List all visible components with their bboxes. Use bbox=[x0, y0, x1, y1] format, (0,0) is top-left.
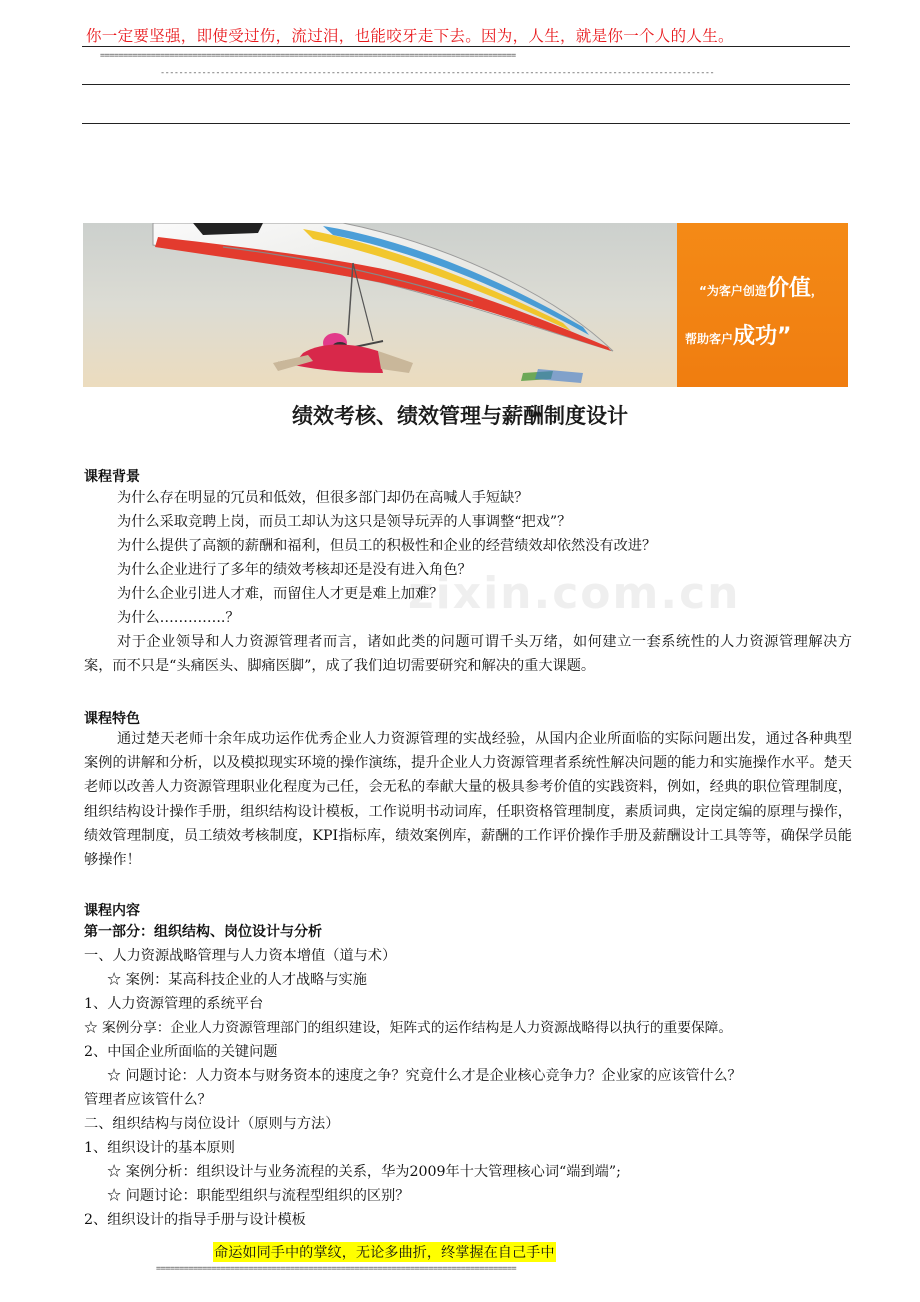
slogan-line-2-highlight: 成功 bbox=[733, 324, 778, 349]
content-case-line: ☆ 案例分析：组织设计与业务流程的关系，华为2009年十大管理核心词“端到端”; bbox=[107, 1164, 621, 1180]
background-line: 为什么采取竞聘上岗，而员工却认为这只是领导玩弄的人事调整“把戏”？ bbox=[117, 514, 572, 530]
slogan-line-1 bbox=[699, 271, 823, 302]
content-line: 2、组织设计的指导手册与设计模板 bbox=[84, 1212, 306, 1228]
background-line: 为什么企业进行了多年的绩效考核却还是没有进入角色？ bbox=[117, 562, 472, 578]
header-rule-top bbox=[82, 46, 850, 47]
slogan-line-2-prefix: 帮助客户 bbox=[685, 332, 734, 346]
content-line: 2、中国企业所面临的关键问题 bbox=[84, 1044, 278, 1060]
course-banner bbox=[83, 223, 848, 387]
slogan-line-2-suffix: ” bbox=[777, 324, 792, 349]
slogan-line-2 bbox=[685, 319, 792, 350]
content-line: 二、组织结构与岗位设计（原则与方法） bbox=[84, 1116, 340, 1132]
banner-photo bbox=[83, 223, 677, 387]
course-title: 绩效考核、绩效管理与薪酬制度设计 bbox=[292, 404, 628, 428]
footer-equals-line: ============================================================================== bbox=[156, 1264, 517, 1274]
content-line: 1、组织设计的基本原则 bbox=[84, 1140, 235, 1156]
content-case-line: ☆ 案例分享：企业人力资源管理部门的组织建设，矩阵式的运作结构是人力资源战略得以执行的重要保障。 bbox=[84, 1020, 733, 1036]
content-discussion-line: ☆ 问题讨论：人力资本与财务资本的速度之争？究竟什么才是企业核心竞争力？企业家的应该管什么？ bbox=[107, 1068, 742, 1084]
background-heading: 课程背景 bbox=[84, 469, 140, 485]
banner-slogan-panel bbox=[677, 223, 848, 387]
content-discussion-line: ☆ 问题讨论：职能型组织与流程型组织的区别？ bbox=[107, 1188, 410, 1204]
slogan-line-1-highlight: 价值 bbox=[766, 276, 811, 301]
header-equals-line: ========================================================================================== bbox=[100, 51, 516, 61]
background-line: 为什么…………..？ bbox=[117, 610, 240, 626]
slogan-line-1-prefix: “为客户创造 bbox=[699, 284, 767, 298]
background-paragraph: 对于企业领导和人力资源管理者而言，诸如此类的问题可谓千头万绪，如何建立一套系统性的人力资源管理解决方案，而不只是“头痛医头、脚痛医脚”，成了我们迫切需要研究和解决的重大课题。 bbox=[84, 634, 852, 675]
content-line: 一、人力资源战略管理与人力资本增值（道与术） bbox=[84, 948, 397, 964]
background-line: 为什么提供了高额的薪酬和福利，但员工的积极性和企业的经营绩效却依然没有改进？ bbox=[117, 538, 657, 554]
content-case-line: ☆ 案例：某高科技企业的人才战略与实施 bbox=[107, 972, 367, 988]
background-line: 为什么存在明显的冗员和低效，但很多部门却仍在高喊人手短缺？ bbox=[117, 490, 529, 506]
slogan-line-1-suffix: ， bbox=[810, 284, 823, 298]
header-rule-middle bbox=[82, 84, 850, 85]
footer-highlight-quote: 命运如同手中的掌纹，无论多曲折，终掌握在自己手中 bbox=[213, 1242, 556, 1262]
content-heading: 课程内容 bbox=[84, 903, 140, 919]
background-line: 为什么企业引进人才难，而留住人才更是难上加难？ bbox=[117, 586, 444, 602]
hang-glider-illustration bbox=[83, 223, 677, 387]
watermark-text: zixin.com.cn bbox=[408, 568, 741, 619]
features-heading: 课程特色 bbox=[84, 711, 140, 727]
content-discussion-line-continued: 管理者应该管什么？ bbox=[84, 1092, 212, 1108]
content-part-1-heading: 第一部分：组织结构、岗位设计与分析 bbox=[84, 924, 322, 940]
header-rule-bottom bbox=[82, 123, 850, 124]
header-dash-line: ------------------------------------------------------------------------------------------------------------------------ bbox=[160, 68, 715, 78]
content-line: 1、人力资源管理的系统平台 bbox=[84, 996, 264, 1012]
header-motto: 你一定要坚强，即使受过伤，流过泪，也能咬牙走下去。因为，人生，就是你一个人的人生。 bbox=[86, 27, 734, 45]
features-paragraph: 通过楚天老师十余年成功运作优秀企业人力资源管理的实战经验，从国内企业所面临的实际问题出发，通过各种典型案例的讲解和分析，以及模拟现实环境的操作演练，提升企业人力资源管理者系统性解决问题的能力和实施操作水平。楚天老师以改善人力资源管理职业化程度为己任，会无私的奉献大量的极具参考价值的实践资料，例如，经典的职位管理制度，组织结构设计操作手册，组织结构设计模板，工作说明书动词库，任职资格管理制度，素质词典，定岗定编的原理与操作，绩效管理制度，员工绩效考核制度，KPI指标库，绩效案例库，薪酬的工作评价操作手册及薪酬设计工具等等，确保学员能够操作！ bbox=[84, 731, 852, 869]
